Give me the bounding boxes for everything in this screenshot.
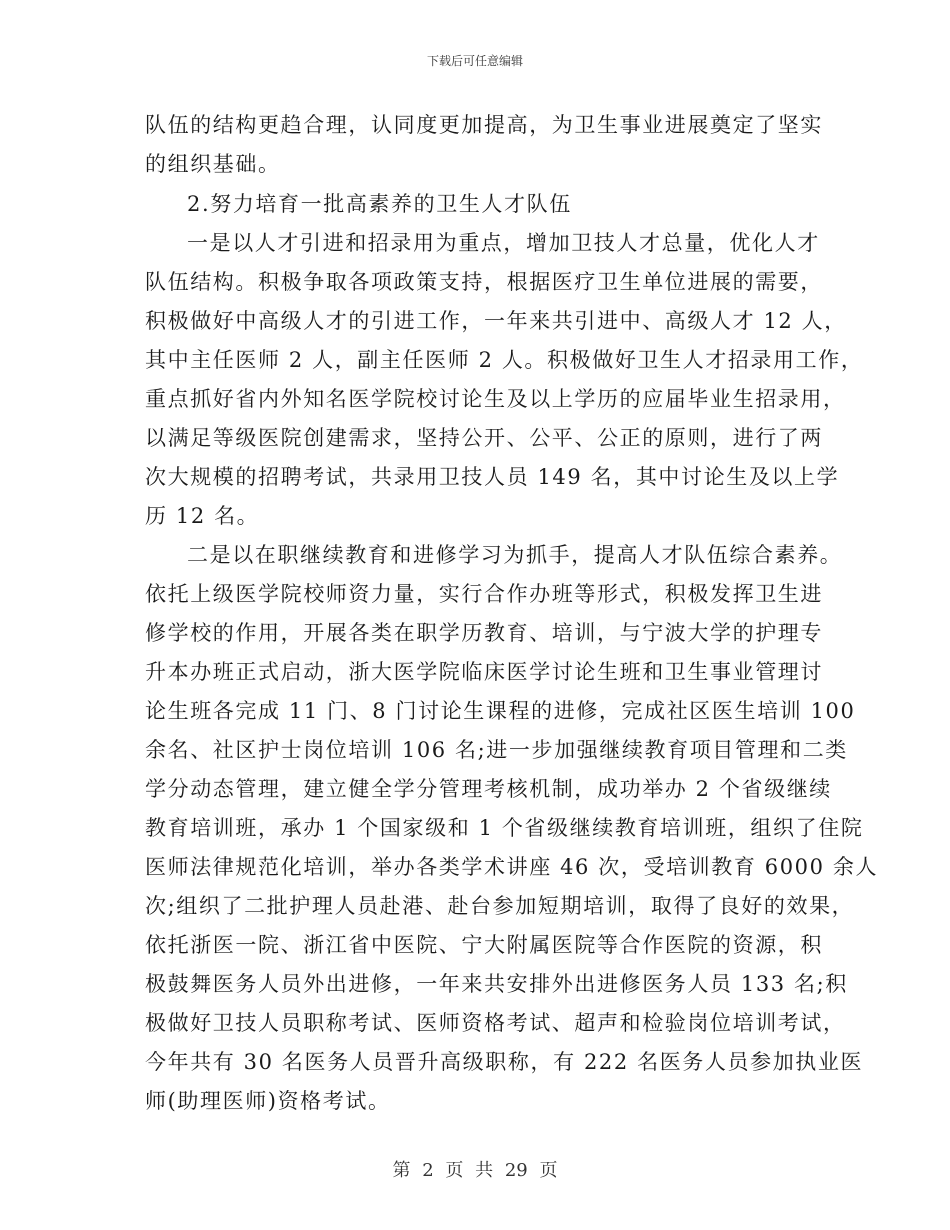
text-line: 队伍的结构更趋合理，认同度更加提高，为卫生事业进展奠定了坚实: [145, 113, 823, 137]
text-line: 今年共有 30 名医务人员晋升高级职称，有 222 名医务人员参加执业医: [145, 1050, 864, 1074]
text-line: 余名、社区护士岗位培训 106 名;进一步加强继续教育项目管理和二类: [145, 738, 848, 762]
text-line: 积极做好中高级人才的引进工作，一年来共引进中、高级人才 12 人，: [145, 309, 847, 333]
section-heading: 2.努力培育一批高素养的卫生人才队伍: [187, 192, 572, 216]
text-line: 依托上级医学院校师资力量，实行合作办班等形式，积极发挥卫生进: [145, 582, 823, 606]
text-line: 历 12 名。: [145, 504, 260, 528]
text-line: 极鼓舞医务人员外出进修，一年来共安排外出进修医务人员 133 名;积: [145, 972, 848, 996]
text-line: 学分动态管理，建立健全学分管理考核机制，成功举办 2 个省级继续: [145, 777, 832, 801]
text-line: 一是以人才引进和招录用为重点，增加卫技人才总量，优化人才: [187, 231, 820, 255]
page-header: 下载后可任意编辑: [426, 54, 523, 68]
text-line: 升本办班正式启动，浙大医学院临床医学讨论生班和卫生事业管理讨: [145, 660, 823, 684]
text-line: 队伍结构。积极争取各项政策支持，根据医疗卫生单位进展的需要，: [145, 270, 823, 294]
text-line: 修学校的作用，开展各类在职学历教育、培训，与宁波大学的护理专: [145, 621, 823, 645]
text-line: 重点抓好省内外知名医学院校讨论生及以上学历的应届毕业生招录用，: [145, 387, 846, 411]
text-line: 的组织基础。: [145, 152, 281, 176]
text-line: 师(助理医师)资格考试。: [145, 1089, 391, 1113]
text-line: 教育培训班，承办 1 个国家级和 1 个省级继续教育培训班，组织了住院: [145, 816, 864, 840]
text-line: 以满足等级医院创建需求，坚持公开、公平、公正的原则，进行了两: [145, 426, 823, 450]
text-line: 医师法律规范化培训，举办各类学术讲座 46 次，受培训教育 6000 余人: [145, 855, 879, 879]
text-line: 极做好卫技人员职称考试、医师资格考试、超声和检验岗位培训考试，: [145, 1011, 846, 1035]
page-number-footer: 第 2 页 共 29 页: [392, 1160, 558, 1181]
text-line: 其中主任医师 2 人，副主任医师 2 人。积极做好卫生人才招录用工作，: [145, 348, 864, 372]
text-line: 论生班各完成 11 门、8 门讨论生课程的进修，完成社区医生培训 100: [145, 699, 856, 723]
text-line: 依托浙医一院、浙江省中医院、宁大附属医院等合作医院的资源，积: [145, 933, 823, 957]
text-line: 次;组织了二批护理人员赴港、赴台参加短期培训，取得了良好的效果，: [145, 894, 855, 918]
text-line: 二是以在职继续教育和进修学习为抓手，提高人才队伍综合素养。: [187, 543, 843, 567]
text-line: 次大规模的招聘考试，共录用卫技人员 149 名，其中讨论生及以上学: [145, 465, 840, 489]
